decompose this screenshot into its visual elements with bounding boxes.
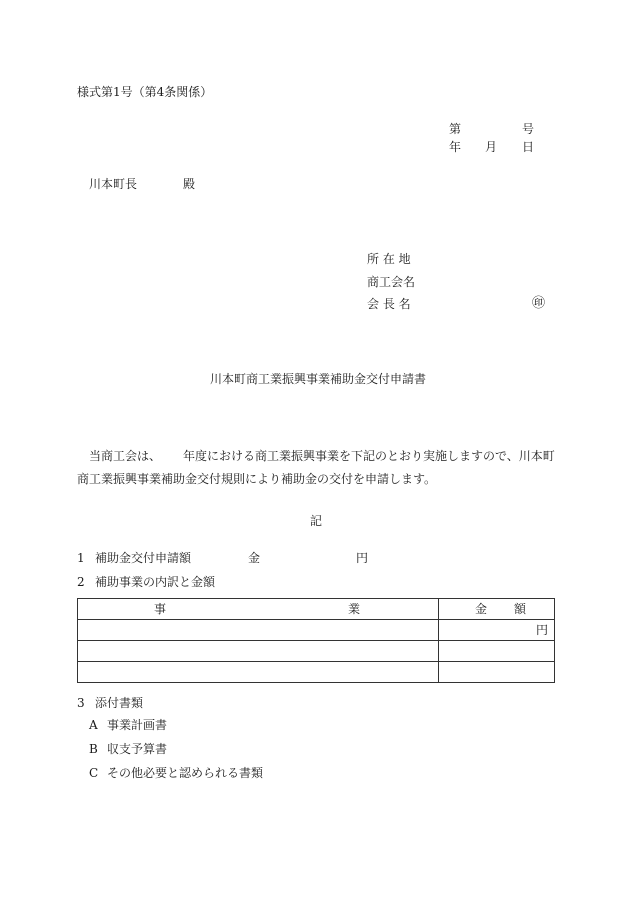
item2-label: 補助事業の内訳と金額 (95, 575, 216, 589)
header-jigyo-b: 業 (347, 602, 360, 616)
date-day: 日 (522, 140, 535, 154)
document-title: 川本町商工業振興事業補助金交付申請書 (210, 372, 427, 386)
date-year: 年 (449, 140, 462, 154)
table-row (78, 662, 555, 683)
item1-yen: 円 (356, 551, 369, 565)
cell-jigyo (78, 662, 439, 683)
attachment-text-b: 収支予算書 (107, 742, 168, 756)
body-text-part1: 当商工会は、 (89, 449, 162, 463)
attachment-letter-c: C (89, 766, 99, 780)
breakdown-table (77, 598, 555, 683)
cell-kingaku: 円 (439, 620, 555, 641)
form-number: 様式第1号（第4条関係） (77, 85, 213, 99)
header-kingaku (439, 599, 555, 620)
doc-number-go: 号 (522, 122, 535, 136)
applicant-org-label: 商工会名 (367, 275, 416, 289)
seal-mark: ㊞ (532, 296, 546, 311)
table-row (78, 641, 555, 662)
cell-kingaku (439, 641, 555, 662)
attachment-letter-a: A (89, 718, 98, 732)
cell-kingaku (439, 662, 555, 683)
date-month: 月 (485, 140, 498, 154)
addressee-honorific: 殿 (183, 177, 196, 191)
doc-number-dai: 第 (449, 122, 462, 136)
table-row (78, 620, 555, 641)
applicant-address-label: 所 在 地 (367, 252, 411, 266)
header-jigyo-a: 事 (154, 602, 167, 616)
attachment-text-c: その他必要と認められる書類 (107, 766, 264, 780)
item3-number: 3 (77, 696, 85, 710)
body-text-line2: 商工業振興事業補助金交付規則により補助金の交付を申請します。 (77, 472, 437, 486)
cell-jigyo (78, 620, 439, 641)
table-header-row (78, 599, 555, 620)
body-text-part2: 年度における商工業振興事業を下記のとおり実施しますので、川本町 (183, 449, 555, 463)
item3-label: 添付書類 (95, 696, 144, 710)
ki-heading: 記 (310, 514, 323, 528)
header-kingaku-b: 額 (513, 602, 526, 616)
header-kingaku-a: 金 (475, 602, 488, 616)
item2-number: 2 (77, 575, 85, 589)
item1-number: 1 (77, 551, 85, 565)
item1-label: 補助金交付申請額 (95, 551, 192, 565)
attachment-letter-b: B (89, 742, 98, 756)
applicant-rep-label: 会 長 名 (367, 297, 411, 311)
attachment-text-a: 事業計画書 (107, 718, 168, 732)
item1-kin: 金 (248, 551, 261, 565)
header-jigyo (78, 599, 439, 620)
addressee-name: 川本町長 (89, 177, 138, 191)
cell-jigyo (78, 641, 439, 662)
